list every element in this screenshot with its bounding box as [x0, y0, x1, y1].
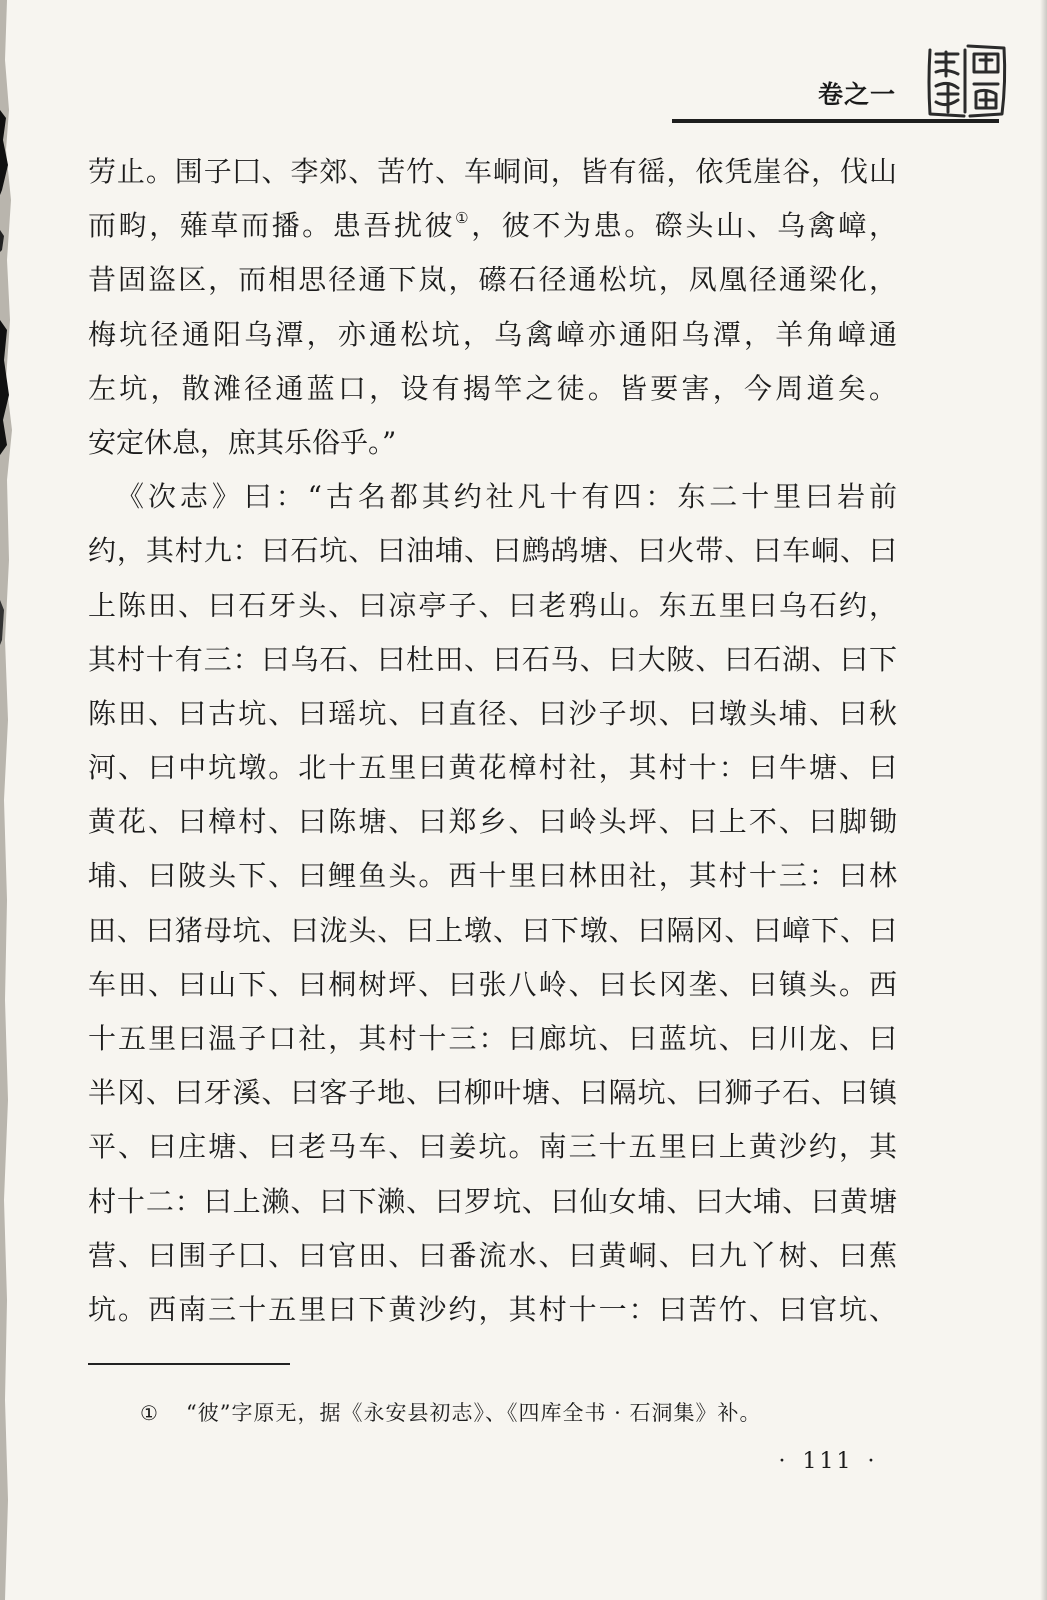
- footnote-marker: ①: [140, 1401, 158, 1425]
- text-line: 左坑，散滩径通蓝口，设有揭竿之徒。皆要害，今周道矣。: [88, 371, 897, 405]
- text-line: 《次志》曰：“古名都其约社凡十有四：东二十里曰岩前: [116, 480, 897, 514]
- footnote-rule: [88, 1363, 290, 1365]
- text-line: 半冈、曰牙溪、曰客子地、曰柳叶塘、曰隔坑、曰狮子石、曰镇: [88, 1076, 897, 1110]
- text-line: 河、曰中坑墩。北十五里曰黄花樟村社，其村十：曰牛塘、曰: [88, 751, 897, 785]
- text-line: 平、曰庄塘、曰老马车、曰姜坑。南三十五里曰上黄沙约，其: [88, 1130, 897, 1164]
- text-line: 埔、曰陂头下、曰鲤鱼头。西十里曰林田社，其村十三：曰林: [88, 859, 897, 893]
- text-line: 田、曰猪母坑、曰泷头、曰上墩、曰下墩、曰隔冈、曰嶂下、曰: [88, 913, 897, 947]
- series-seal-logo: [924, 42, 1008, 120]
- text-line: 约，其村九：曰石坑、曰油埔、曰鹧鸪塘、曰火带、曰车峒、曰: [88, 534, 897, 568]
- page-edge-shade: [1040, 0, 1047, 1600]
- footnote-ref: ①: [455, 209, 472, 228]
- paragraph: [88, 470, 897, 1337]
- text-segment: ，彼不为患。磜头山、乌禽嶂，: [471, 209, 897, 243]
- text-line: 陈田、曰古坑、曰瑶坑、曰直径、曰沙子坝、曰墩头埔、曰秋: [88, 696, 897, 730]
- text-line: 十五里曰温子口社，其村十三：曰廊坑、曰蓝坑、曰川龙、曰: [88, 1022, 897, 1055]
- volume-title: 卷之一: [817, 80, 896, 109]
- footnote: [140, 1396, 880, 1430]
- text-line: 黄花、曰樟村、曰陈塘、曰郑乡、曰岭头坪、曰上不、曰脚锄: [88, 805, 897, 839]
- text-line: 车田、曰山下、曰桐树坪、曰张八岭、曰长冈垄、曰镇头。西: [88, 967, 897, 1001]
- main-text: [88, 145, 897, 1337]
- text-segment: 而畇，薙草而播。患吾扰彼: [88, 209, 456, 243]
- text-line: [88, 199, 897, 253]
- paragraph: [88, 145, 897, 470]
- text-line: 营、曰围子囗、曰官田、曰番流水、曰黄峒、曰九丫树、曰蕉: [88, 1238, 897, 1272]
- text-line: 坑。西南三十五里曰下黄沙约，其村十一：曰苦竹、曰官坑、: [88, 1292, 897, 1326]
- text-line: 上陈田、曰石牙头、曰凉亭子、曰老鸦山。东五里曰乌石约，: [88, 588, 897, 622]
- footnote-text: “彼”字原无，据《永安县初志》、《四库全书 · 石洞集》补。: [186, 1401, 762, 1425]
- text-line: 村十二：曰上濑、曰下濑、曰罗坑、曰仙女埔、曰大埔、曰黄塘: [88, 1184, 897, 1218]
- text-line: 梅坑径通阳乌潭，亦通松坑，乌禽嶂亦通阳乌潭，羊角嶂通: [88, 317, 897, 351]
- text-line: 安定休息，庶其乐俗乎。”: [88, 425, 397, 459]
- text-line: 劳止。围子囗、李郊、苦竹、车峒间，皆有徭，依凭崖谷，伐山: [88, 155, 897, 188]
- text-line: 昔固盗区，而相思径通下岚，礤石径通松坑，凤凰径通梁化，: [88, 263, 897, 297]
- page-number: · 111 ·: [778, 1449, 878, 1474]
- text-line: 其村十有三：曰乌石、曰杜田、曰石马、曰大陂、曰石湖、曰下: [88, 642, 897, 676]
- torn-page-edge: [0, 0, 16, 1600]
